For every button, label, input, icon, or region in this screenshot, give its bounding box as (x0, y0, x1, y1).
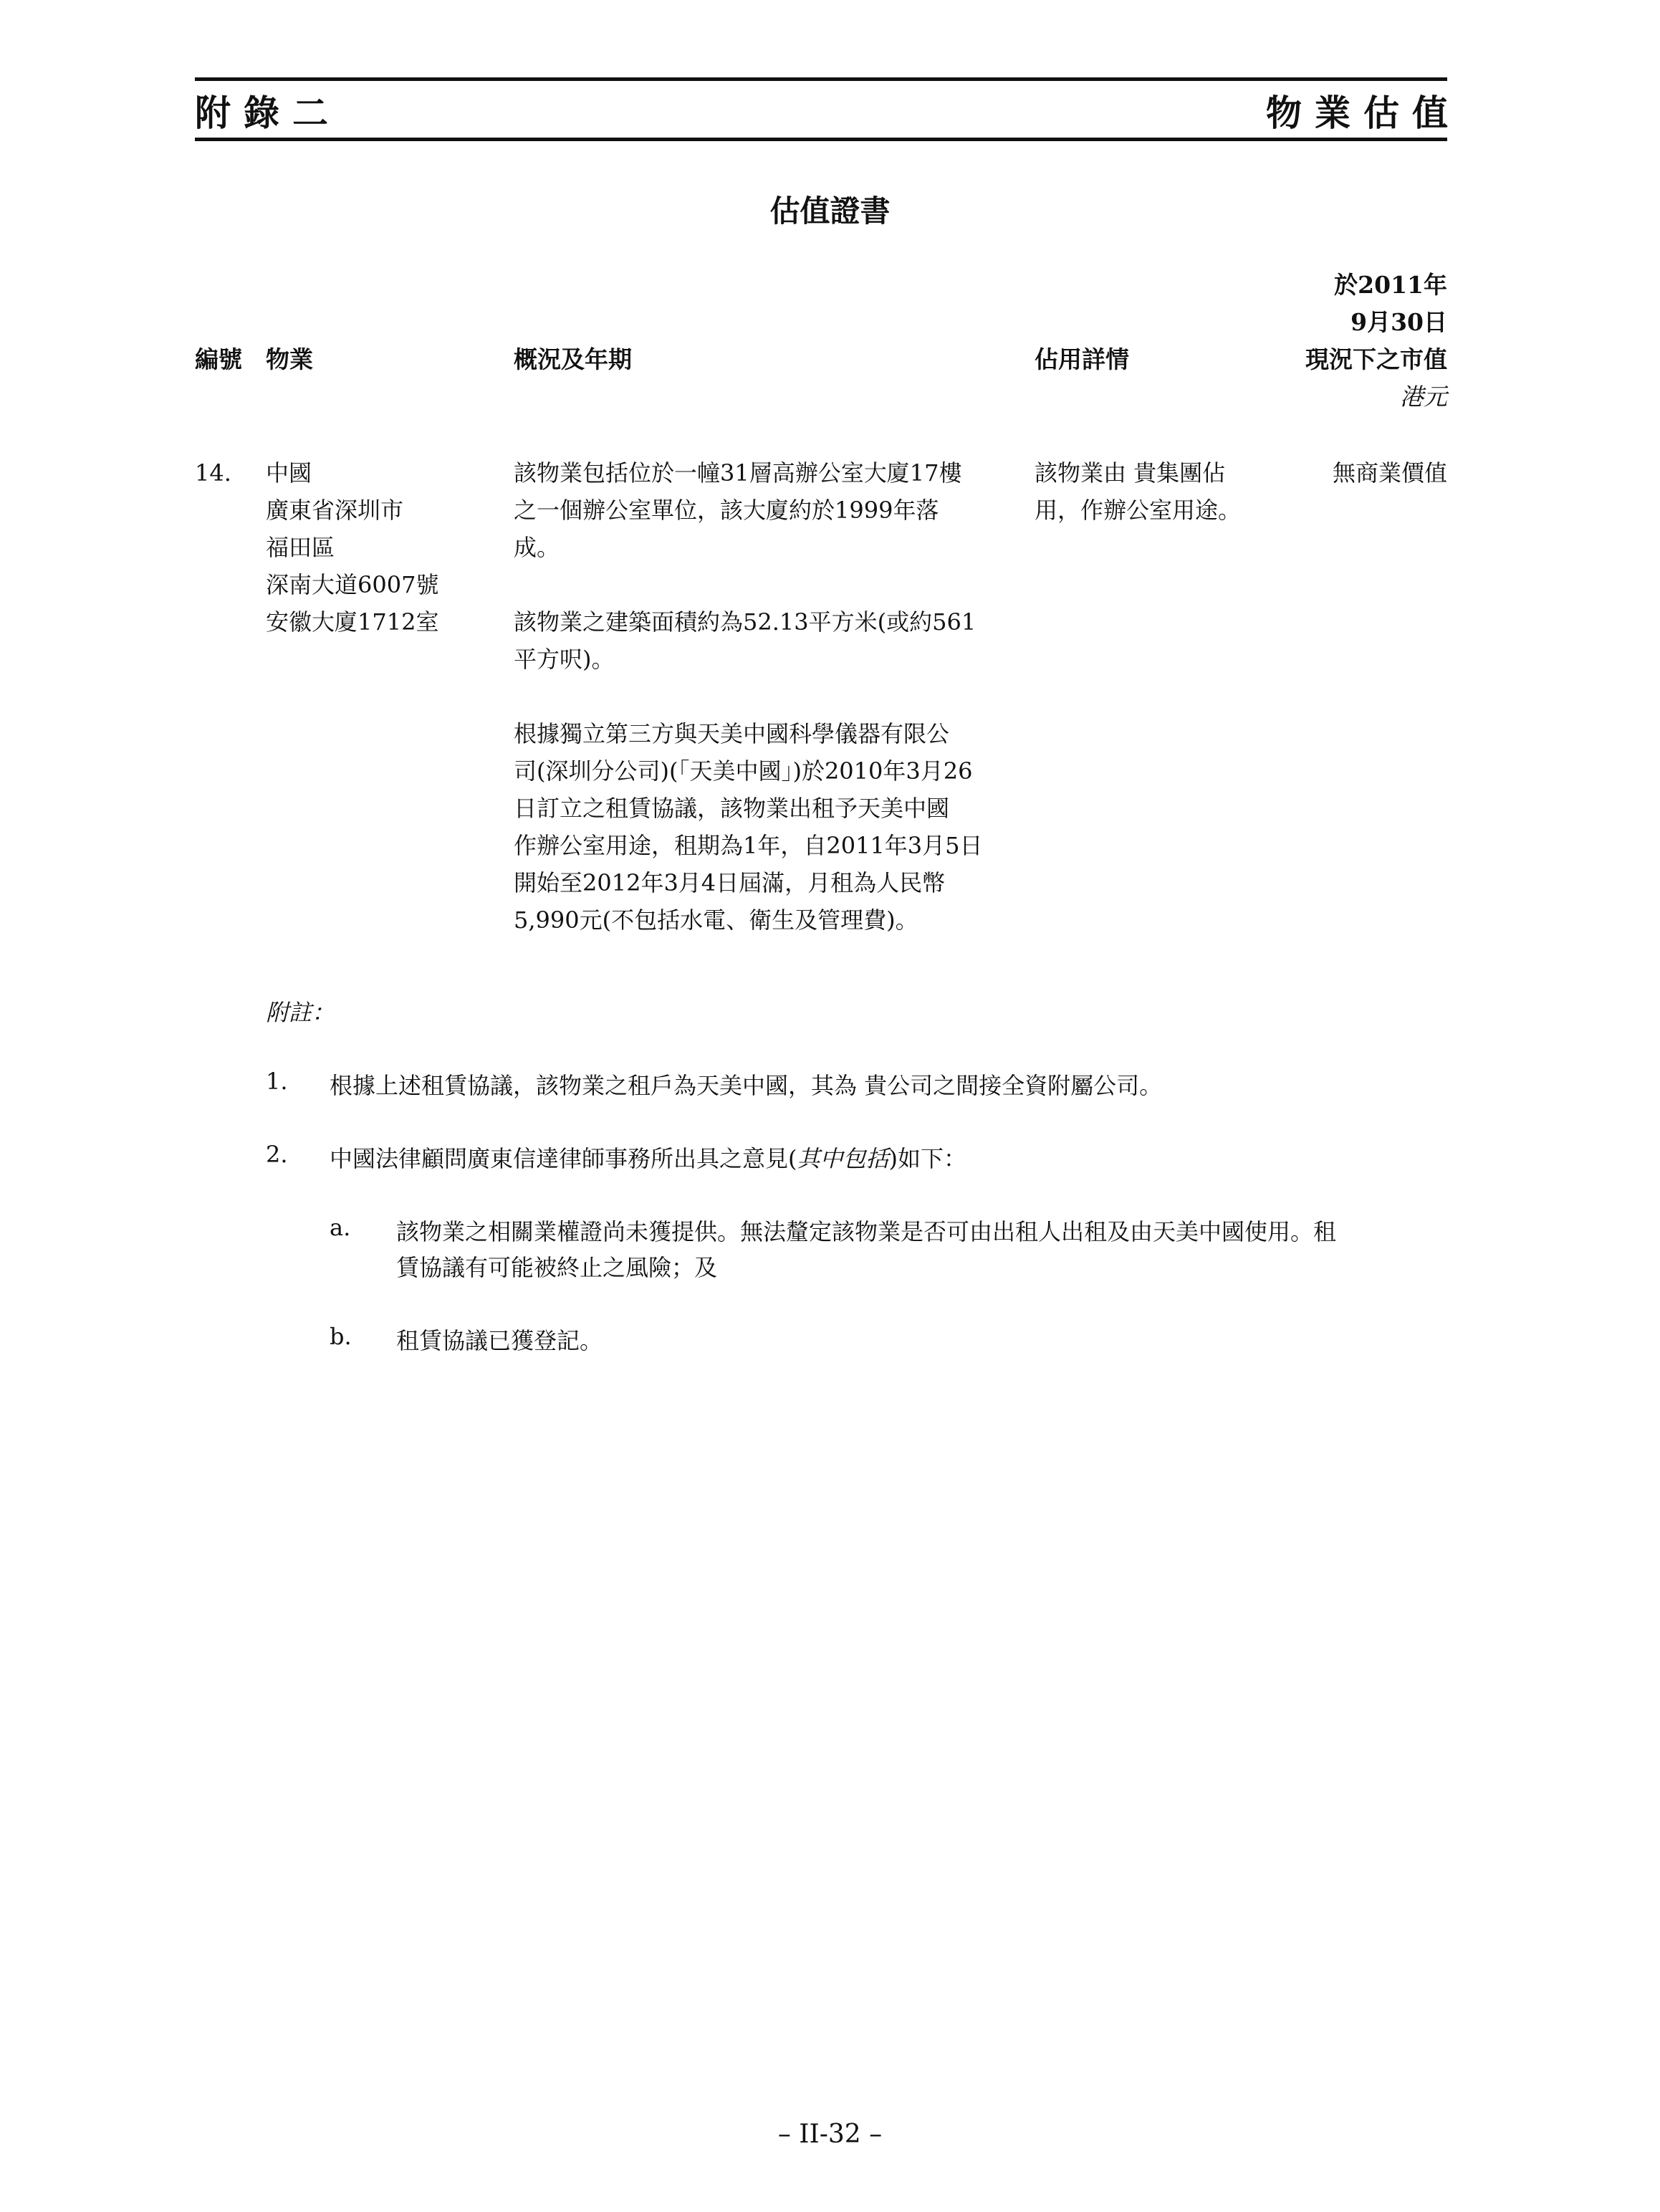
property-description (514, 454, 1015, 939)
description-line: 根據獨立第三方與天美中國科學儀器有限公 (514, 720, 950, 747)
description-line: 作辦公室用途，租期為1年，自2011年3月5日 (514, 832, 983, 859)
note-2-text-before: 中國法律顧問廣東信達律師事務所出具之意見( (330, 1145, 797, 1172)
description-paragraph-2 (514, 603, 1015, 678)
description-line: 該物業之建築面積約為52.13平方米(或約561 (514, 608, 977, 636)
no-column-header: 編號 (195, 345, 242, 373)
currency-label: 港元 (1400, 383, 1447, 411)
description-line: 司(深圳分公司)(「天美中國」)於2010年3月26 (514, 757, 973, 785)
header-bottom-rule (195, 138, 1447, 141)
appendix-label: 附錄二 (195, 92, 341, 134)
subitem-a-text (396, 1214, 1336, 1285)
description-column-header: 概況及年期 (514, 345, 632, 373)
subitem-line: 租賃協議已獲登記。 (396, 1327, 603, 1354)
description-paragraph-3 (514, 715, 1015, 939)
description-line: 平方呎)。 (514, 646, 615, 673)
value-header-line-3: 現況下之市值 (1305, 345, 1447, 373)
address-line: 福田區 (266, 534, 335, 561)
header-top-rule (195, 77, 1447, 81)
description-line: 成。 (514, 534, 560, 561)
description-line: 該物業包括位於一幢31層高辦公室大廈17樓 (514, 459, 962, 487)
description-line: 日訂立之租賃協議，該物業出租予天美中國 (514, 795, 950, 822)
occupancy-details (1035, 454, 1241, 529)
note-1-number: 1. (266, 1068, 288, 1095)
page-number: – II-32 – (777, 2120, 883, 2149)
value-column-header (1305, 267, 1447, 416)
subitem-a-label: a. (330, 1214, 351, 1241)
address-line: 深南大道6007號 (266, 571, 439, 598)
description-line: 之一個辦公室單位，該大廈約於1999年落 (514, 497, 939, 524)
occupancy-column-header: 佔用詳情 (1035, 345, 1129, 373)
address-line: 中國 (266, 459, 312, 487)
note-2-number: 2. (266, 1141, 288, 1168)
description-line: 開始至2012年3月4日屆滿，月租為人民幣 (514, 869, 946, 896)
section-label: 物業估值 (1266, 92, 1461, 134)
description-line: 5,990元(不包括水電、衛生及管理費)。 (514, 906, 918, 934)
value-header-line-1: 於2011年 (1334, 271, 1447, 299)
value-header-line-2: 9月30日 (1350, 308, 1447, 336)
subitem-b-label: b. (330, 1323, 352, 1350)
occupancy-line: 該物業由 貴集團佔 (1035, 459, 1226, 487)
address-line: 廣東省深圳市 (266, 497, 404, 524)
address-line: 安徽大廈1712室 (266, 608, 439, 636)
note-1-text: 根據上述租賃協議，該物業之租戶為天美中國，其為 貴公司之間接全資附屬公司。 (330, 1072, 1163, 1099)
occupancy-line: 用，作辦公室用途。 (1035, 497, 1242, 524)
subitem-b-text (396, 1323, 603, 1356)
description-paragraph-1 (514, 454, 1015, 566)
note-2-text-after: )如下： (888, 1145, 967, 1172)
note-2-text (330, 1141, 966, 1174)
subitem-line: 該物業之相關業權證尚未獲提供。無法釐定該物業是否可由出租人出租及由天美中國使用。租 (396, 1218, 1337, 1245)
subitem-line: 賃協議有可能被終止之風險；及 (396, 1254, 718, 1281)
entry-number: 14. (195, 459, 231, 487)
property-column-header: 物業 (266, 345, 313, 373)
page-title: 估值證書 (769, 193, 891, 229)
notes-heading: 附註： (266, 999, 335, 1026)
property-address (266, 454, 438, 641)
note-2-text-italic: 其中包括 (797, 1145, 889, 1172)
market-value: 無商業價值 (1332, 459, 1447, 487)
